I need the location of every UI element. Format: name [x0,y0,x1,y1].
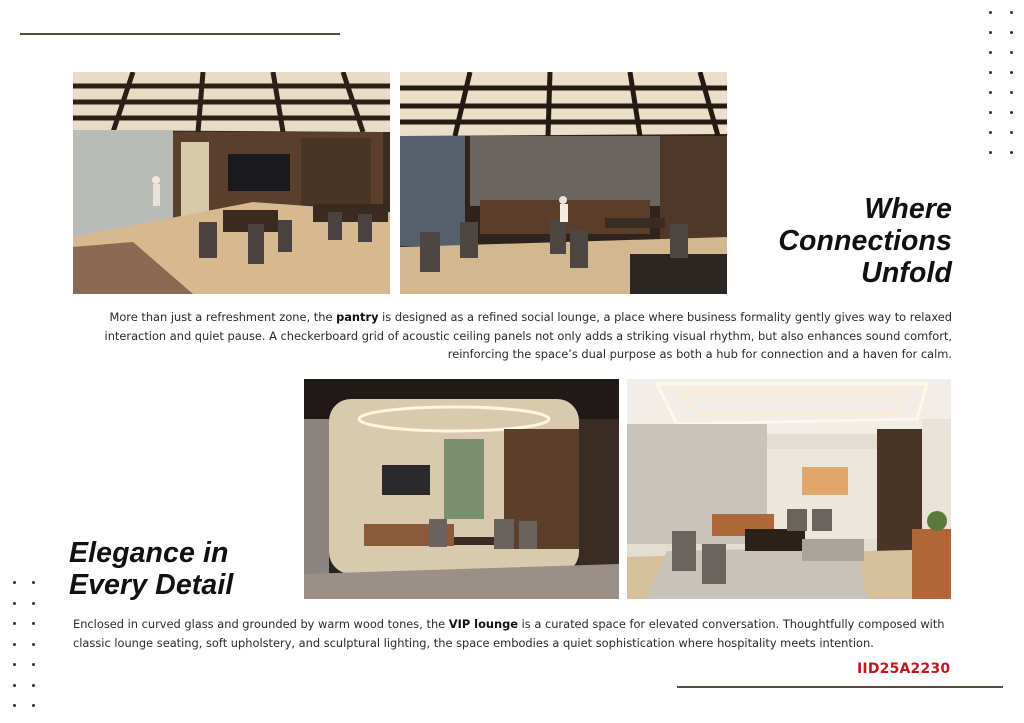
section2-heading-line: Elegance in [69,537,229,569]
vip-lounge-photo-glass-room [304,379,619,599]
section1-paragraph [82,308,952,364]
project-code: IID25A2230 [857,661,951,677]
section1-text-after: is designed as a refined social lounge, a place where business formality gently gives way to relaxed interaction and quiet pause. A checkerboard grid of acoustic ceiling panels not only adds a striking visual rhythm, but also enhances sound comfort, reinforcing the space’s dual purpose as both a hub for connection and a haven for calm. [104,310,952,361]
section1-heading-line: Where [864,193,952,225]
section2-paragraph [73,615,953,652]
decorative-dot-grid-bottom-left [13,581,35,707]
section1-heading [778,193,952,289]
section2-heading-line: Every Detail [69,569,234,601]
section1-keyword: pantry [336,310,379,324]
section1-text-before: More than just a refreshment zone, the [109,310,337,324]
section2-keyword: VIP lounge [448,617,518,631]
section2-heading [69,537,233,601]
bottom-divider-line [677,686,1003,688]
vip-lounge-photo-interior [627,379,951,599]
pantry-photo-tv-wall [73,72,390,294]
decorative-dot-grid-top-right [989,11,1013,154]
pantry-photo-counter [400,72,727,294]
section2-text-before: Enclosed in curved glass and grounded by warm wood tones, the [73,617,449,631]
top-divider-line [20,33,340,35]
section2-text-after: is a curated space for elevated conversation. Thoughtfully composed with classic lounge seating, soft upholstery, and sculptural lighting, the space embodies a quiet sophistication where hospitality meets intention. [73,617,945,650]
section1-heading-line: Connections [778,225,952,257]
section1-heading-line: Unfold [861,257,952,289]
